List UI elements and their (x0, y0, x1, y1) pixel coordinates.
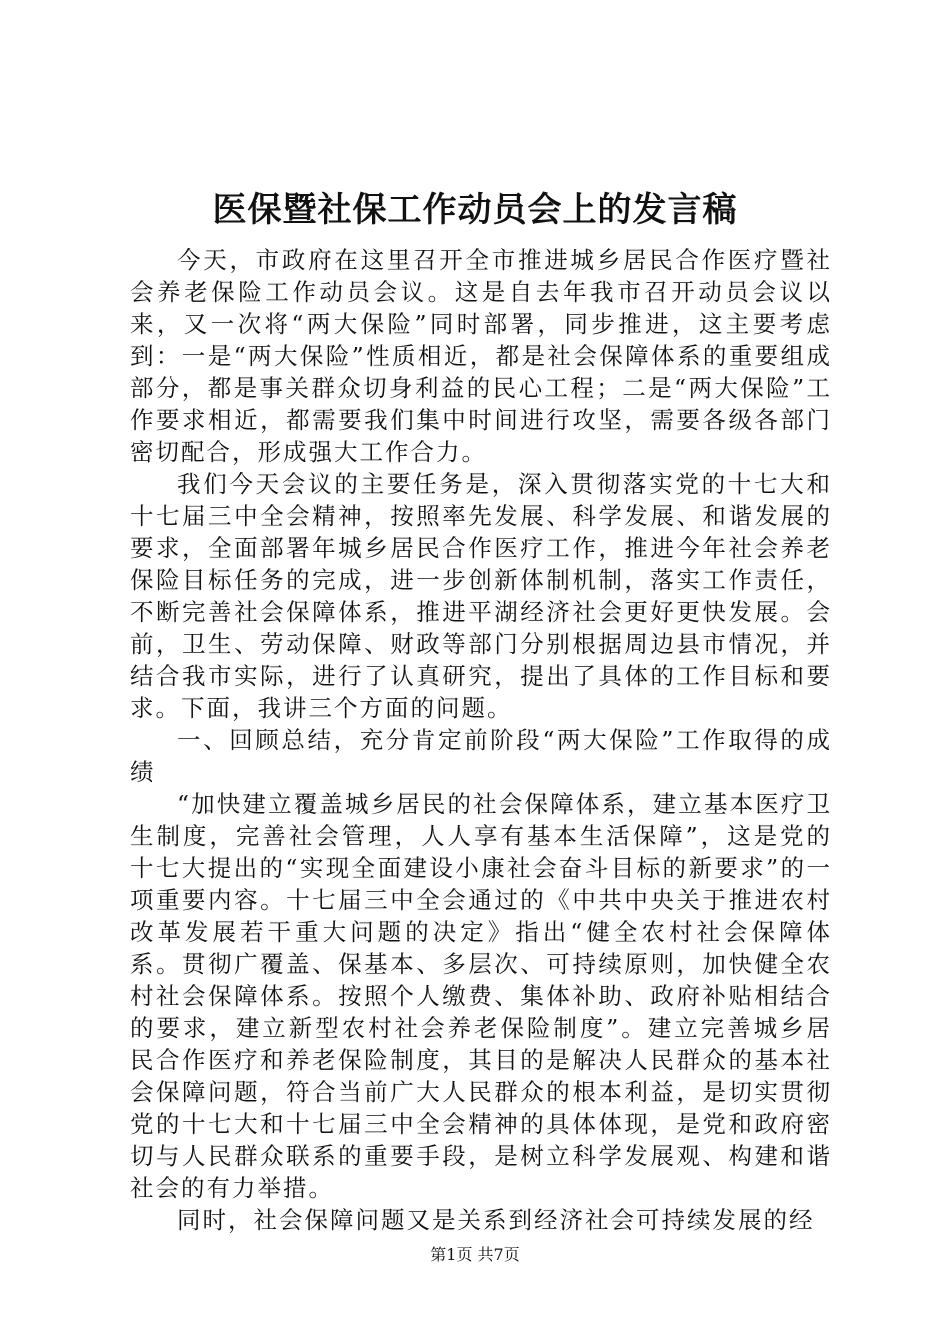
paragraph-2: 我们今天会议的主要任务是，深入贯彻落实党的十七大和十七届三中全会精神，按照率先发展、科学发展、和谐发展的要求，全面部署年城乡居民合作医疗工作，推进今年社会养老保险目标任务的完成，进一步创新体制机制，落实工作责任，不断完善社会保障体系，推进平湖经济社会更好更快发展。会前，卫生、劳动保障、财政等部门分别根据周边县市情况，并结合我市实际，进行了认真研究，提出了具体的工作目标和要求。下面，我讲三个方面的问题。 (130, 470, 832, 722)
page-footer: 第1页 共7页 (430, 1245, 520, 1264)
section-heading-1: 一、回顾总结，充分肯定前阶段“两大保险”工作取得的成绩 (130, 726, 832, 786)
paragraph-4: 同时，社会保障问题又是关系到经济社会可持续发展的经 (177, 1206, 815, 1234)
paragraph-3: “加快建立覆盖城乡居民的社会保障体系，建立基本医疗卫生制度，完善社会管理，人人享有基本生活保障”，这是党的十七大提出的“实现全面建设小康社会奋斗目标的新要求”的一项重要内容。十七届三中全会通过的《中共中央关于推进农村改革发展若干重大问题的决定》指出“健全农村社会保障体系。贯彻广覆盖、保基本、多层次、可持续原则，加快健全农村社会保障体系。按照个人缴费、集体补助、政府补贴相结合的要求，建立新型农村社会养老保险制度”。建立完善城乡居民合作医疗和养老保险制度，其目的是解决人民群众的基本社会保障问题，符合当前广大人民群众的根本利益，是切实贯彻党的十七大和十七届三中全会精神的具体体现，是党和政府密切与人民群众联系的重要手段，是树立科学发展观、构建和谐社会的有力举措。 (130, 790, 832, 1202)
document-body (130, 244, 832, 1236)
paragraph-1: 今天，市政府在这里召开全市推进城乡居民合作医疗暨社会养老保险工作动员会议。这是自去年我市召开动员会议以来，又一次将“两大保险”同时部署，同步推进，这主要考虑到：一是“两大保险”性质相近，都是社会保障体系的重要组成部分，都是事关群众切身利益的民心工程；二是“两大保险”工作要求相近，都需要我们集中时间进行攻坚，需要各级各部门密切配合，形成强大工作合力。 (130, 246, 832, 466)
page-title: 医保暨社保工作动员会上的发言稿 (212, 190, 738, 230)
